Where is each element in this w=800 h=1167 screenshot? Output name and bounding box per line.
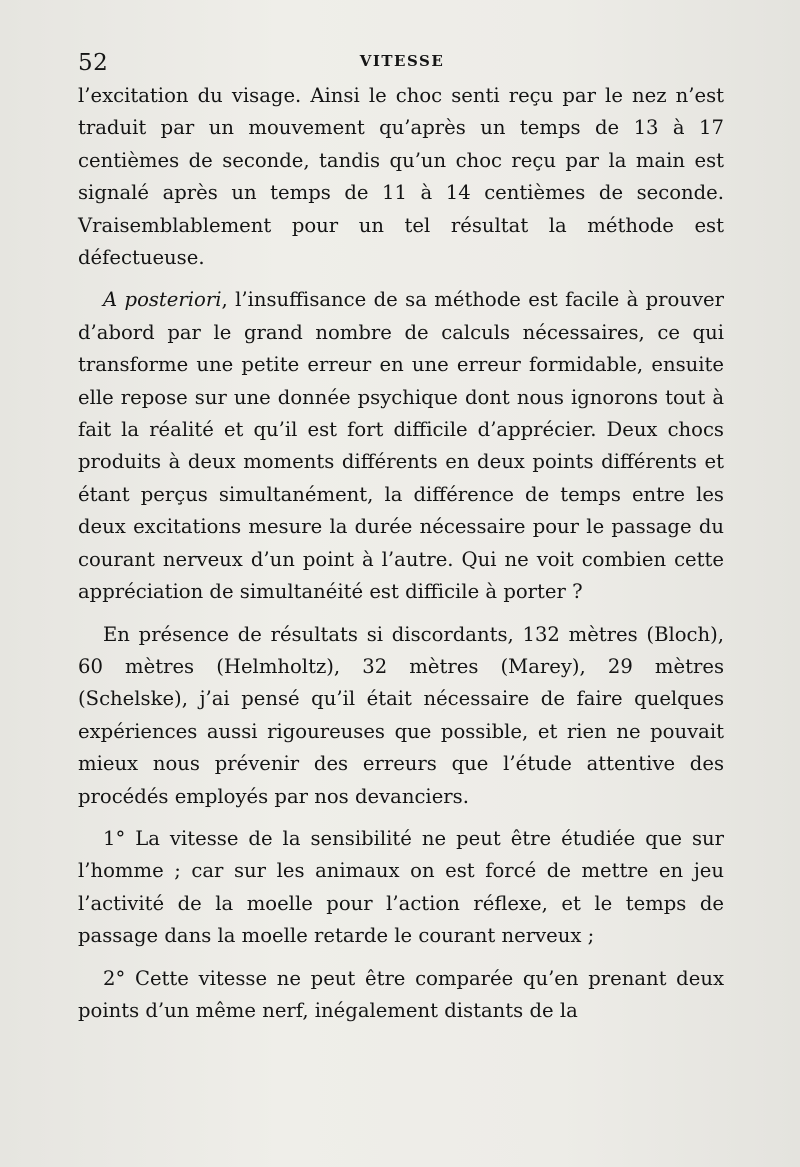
paragraph-point-1 xyxy=(78,823,724,953)
paragraph-results xyxy=(78,619,724,813)
running-head xyxy=(78,50,726,78)
paragraph-text: 1° La vitesse de la sensibilité ne peut être étudiée que sur l’homme ; car sur les animaux on est forcé de mettre en jeu l’activité de la moelle pour l’action réflexe, et le temps de passage dans la moelle retarde le courant nerveux ; xyxy=(78,826,724,948)
paragraph-a-posteriori xyxy=(78,284,724,608)
paragraph-text: 2° Cette vitesse ne peut être comparée qu’en prenant deux points d’un même nerf, inégalement distants de la xyxy=(78,966,724,1022)
paragraph-continuation xyxy=(78,80,724,274)
italic-lead: A posteriori xyxy=(103,288,222,312)
paragraph-text: , l’insuffisance de sa méthode est facile à prouver d’abord par le grand nombre de calculs nécessaires, ce qui transforme une petite erreur en une erreur formidable, ensuite elle repose sur une donnée psychique dont nous ignorons tout à fait la réalité et qu’il est fort difficile d’apprécier. Deux chocs produits à deux moments différents en deux points différents et étant perçus simultanément, la différence de temps entre les deux excitations mesure la durée nécessaire pour le passage du courant nerveux d’un point à l’autre. Qui ne voit combien cette appréciation de simultanéité est difficile à porter ? xyxy=(78,288,724,604)
header-title: VITESSE xyxy=(359,52,445,70)
paragraph-text: l’excitation du visage. Ainsi le choc senti reçu par le nez n’est traduit par un mouvement qu’après un temps de 13 à 17 centièmes de seconde, tandis qu’un choc reçu par la main est signalé après un temps de 11 à 14 centièmes de seconde. Vraisemblablement pour un tel résultat la méthode est défectueuse. xyxy=(78,84,724,270)
paragraph-point-2 xyxy=(78,963,724,1028)
body-text xyxy=(78,80,724,1027)
page-number: 52 xyxy=(78,50,109,76)
paragraph-text: En présence de résultats si discordants, 132 mètres (Bloch), 60 mètres (Helmholtz), 32 mètres (Marey), 29 mètres (Schelske), j’ai pensé qu’il était nécessaire de faire quelques expériences aussi rigoureuses que possible, et rien ne pouvait mieux nous prévenir des erreurs que l’étude attentive des procédés employés par nos devanciers. xyxy=(78,622,724,808)
